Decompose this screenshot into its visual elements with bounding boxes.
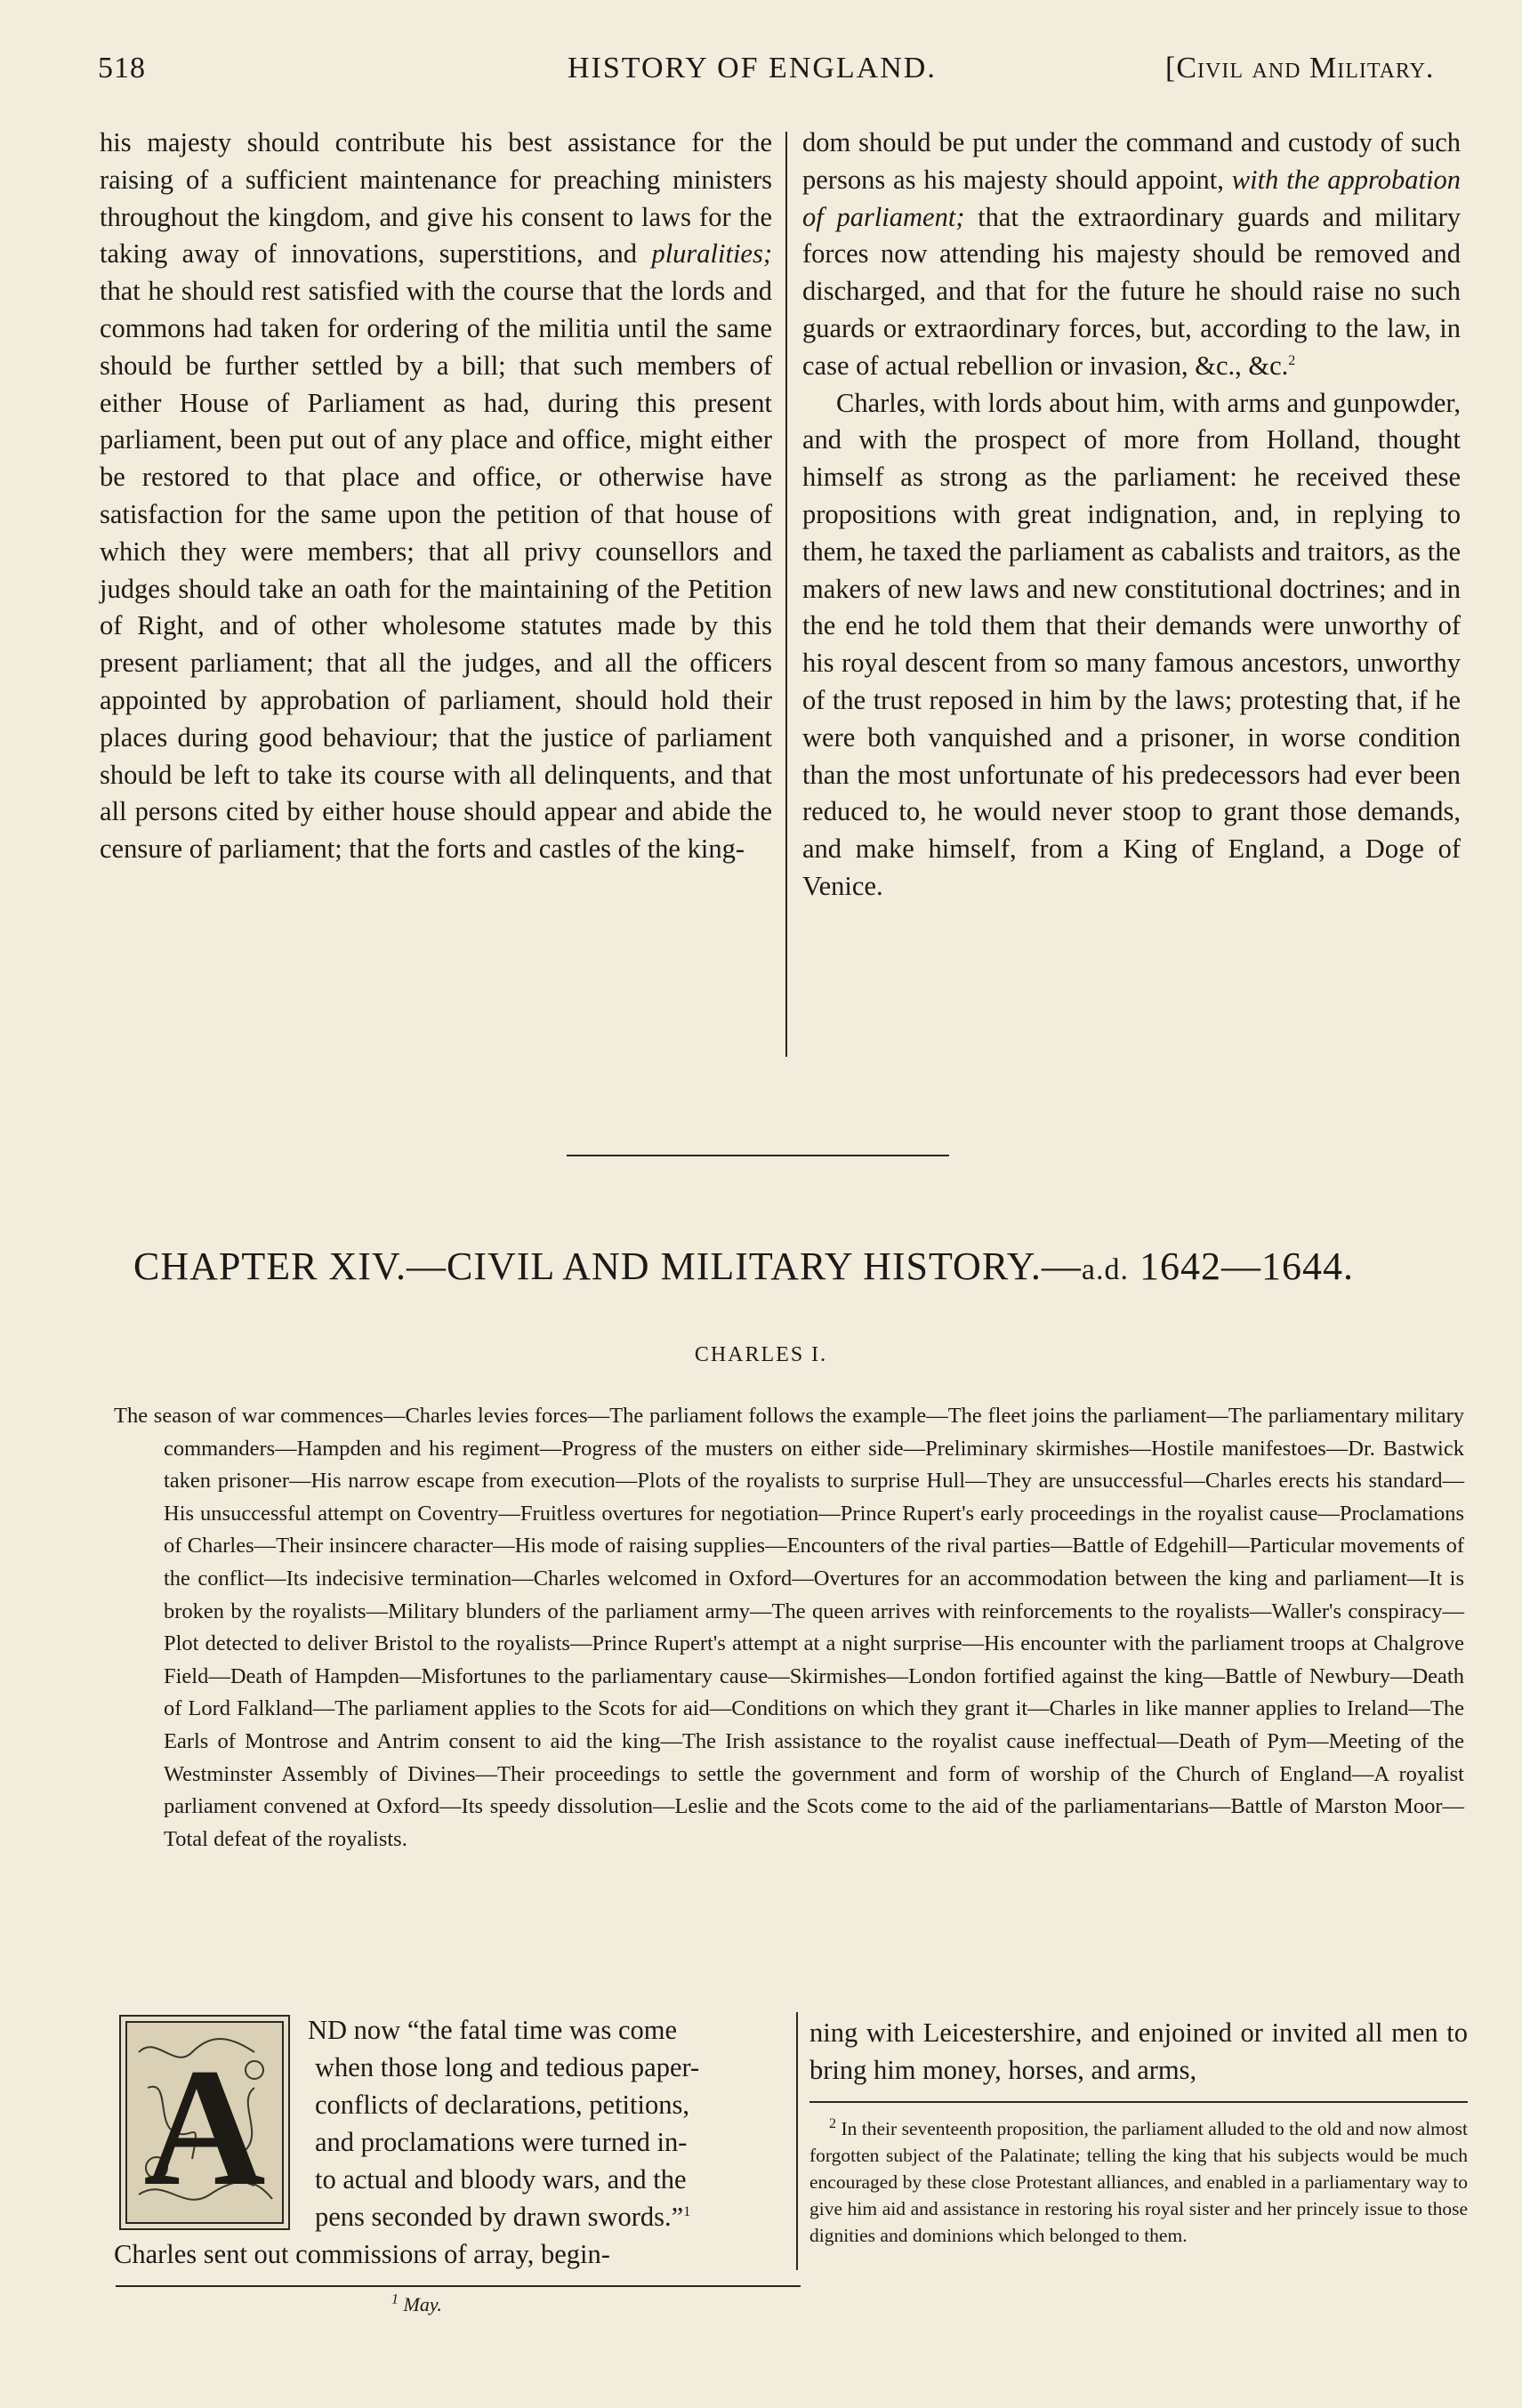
ornamental-initial-icon xyxy=(121,2017,288,2228)
footnote-ref[interactable]: 2 xyxy=(1288,352,1296,368)
text-line: Charles sent out commissions of array, begin- xyxy=(114,2239,610,2269)
footnote-rule xyxy=(809,2101,1468,2103)
paragraph: ning with Leicestershire, and enjoined or invited all men to bring him money, horses, and arms, xyxy=(809,2017,1468,2085)
text-line xyxy=(315,2199,690,2236)
paragraph xyxy=(802,125,1461,385)
italic-run: pluralities; xyxy=(651,238,772,270)
text-run: his majesty should contribute his best assistance for the raising of a sufficient maintenance for preaching ministers throughout the kingdom, and give his consent to laws for the taking away of innovations, superstitions, and xyxy=(100,127,772,270)
text-run: that the extraordinary guards and military forces now attending his majesty should be removed and discharged, and that for the future he should raise no such guards or extraordinary forces, but, according to the law, in case of actual rebellion or invasion, &c., &c. xyxy=(802,201,1461,381)
chapter-years: 1642—1644. xyxy=(1128,1244,1354,1288)
paragraph: Charles, with lords about him, with arms and gunpowder, and with the prospect of more from Holland, thought himself as strong as the parliament: he received these propositions with great indignation, and, in replying to them, he taxed the parliament as cabalists and traitors, as the makers of new laws and new constitutional doctrines; and in the end he told them that their demands were unworthy of his royal descent from so many famous ancestors, unworthy of the trust reposed in him by the laws; protesting that, if he were both vanquished and a prisoner, in worse condition than the most unfortunate of his predecessors had ever been reduced to, he would never stoop to grant those demands, and make himself, from a King of England, a Doge of Venice. xyxy=(802,387,1461,901)
text-run: dom should be put under the command and custody of such persons as his majesty should appoint, xyxy=(802,127,1461,195)
text-line: and proclamations were turned in- xyxy=(315,2127,688,2157)
ornamental-initial xyxy=(119,2015,290,2230)
column-divider xyxy=(785,132,787,1057)
footnote-rule xyxy=(116,2285,801,2287)
chapter-heading xyxy=(133,1244,1468,1289)
footnote-text: May. xyxy=(403,2293,442,2315)
text-column-left xyxy=(100,125,772,868)
footnote-text: In their seventeenth proposition, the parliament alluded to the old and now almost forgotten subject of the Palatinate; telling the king that his subjects would be much encouraged by these close Protestant alliances, and enabled in a parliamentary way to give him aid and assistance in restoring his royal sister and her princely issue to those dignities and dominions which belonged to them. xyxy=(809,2118,1469,2246)
text-line: when those long and tedious paper- xyxy=(315,2052,700,2082)
footnote-ref[interactable]: 1 xyxy=(683,2203,691,2219)
dropcap-letter: A xyxy=(143,2034,266,2221)
chapter-subheading: CHARLES I. xyxy=(694,1343,828,1366)
text-run: pens seconded by drawn swords.” xyxy=(315,2202,684,2232)
section-separator xyxy=(567,1155,949,1156)
continuation-column xyxy=(809,2015,1468,2090)
chapter-title: CHAPTER XIV.—CIVIL AND MILITARY HISTORY.— xyxy=(133,1244,1082,1288)
italic-run: with the approbation of parliament; xyxy=(802,164,1461,232)
footnote xyxy=(391,2293,442,2316)
footnote-marker: 2 xyxy=(829,2115,836,2131)
footnote xyxy=(809,2115,1468,2249)
footnote-marker: 1 xyxy=(391,2291,399,2307)
chapter-era: a.d. xyxy=(1081,1253,1129,1286)
page-number: 518 xyxy=(98,52,146,85)
running-section: [Civil and Military. xyxy=(1165,52,1435,85)
text-line: to actual and bloody wars, and the xyxy=(315,2164,687,2195)
chapter-summary xyxy=(114,1400,1464,1856)
text-run: that he should rest satisfied with the course that the lords and commons had taken for ordering of the militia until the same should be further settled by a bill; that such members of either House of Parliament as had, during this present parliament, been put out of any place and office, might either be restored to that place and office, or otherwise have satisfaction for the same upon the petition of that house of which they were members; that all privy counsellors and judges should take an oath for the maintaining of the Petition of Right, and of other wholesome statutes made by this present parliament; that all the judges, and all the officers appointed by approbation of parliament, should hold their places during good behaviour; that the justice of parliament should be left to take its course with all delinquents, and that all persons cited by either house should appear and abide the censure of parliament; that the forts and castles of the king- xyxy=(100,276,772,865)
text-line: ND now “the fatal time was come xyxy=(308,2015,677,2045)
text-column-right xyxy=(802,125,1461,906)
column-divider xyxy=(796,2012,798,2270)
paragraph xyxy=(100,125,772,868)
text-line: conflicts of declarations, petitions, xyxy=(315,2090,689,2120)
summary-text: The season of war commences—Charles levies forces—The parliament follows the example—The fleet joins the parliament—The parliamentary military commanders—Hampden and his regiment—Progress of the musters on either side—Preliminary skirmishes—Hostile manifestoes—Dr. Bastwick taken prisoner—His narrow escape from execution—Plots of the royalists to surprise Hull—They are unsuccessful—Charles erects his standard—His unsuccessful attempt on Coventry—Fruitless overtures for negotiation—Prince Rupert's early proceedings in the royalist cause—Proclamations of Charles—Their insincere character—His mode of raising supplies—Encounters of the rival parties—Battle of Edgehill—Particular movements of the conflict—Its indecisive termination—Charles welcomed in Oxford—Overtures for an accommodation between the king and parliament—It is broken by the royalists—Military blunders of the parliament army—The queen arrives with reinforcements to the royalists—Waller's conspiracy—Plot detected to deliver Bristol to the royalists—Prince Rupert's attempt at a night surprise—His encounter with the parliament troops at Chalgrove Field—Death of Hampden—Misfortunes to the parliamentary cause—Skirmishes—London fortified against the king—Battle of Newbury—Death of Lord Falkland—The parliament applies to the Scots for aid—Conditions on which they grant it—Charles in like manner applies to Ireland—The Earls of Montrose and Antrim consent to aid the king—The Irish assistance to the royalist cause ineffectual—Death of Pym—Meeting of the Westminster Assembly of Divines—Their proceedings to settle the government and form of worship of the Church of England—A royalist parliament convened at Oxford—Its speedy dissolution—Leslie and the Scots come to the aid of the parliamentarians—Battle of Marston Moor—Total defeat of the royalists. xyxy=(114,1404,1464,1851)
running-title: HISTORY OF ENGLAND. xyxy=(568,52,937,85)
